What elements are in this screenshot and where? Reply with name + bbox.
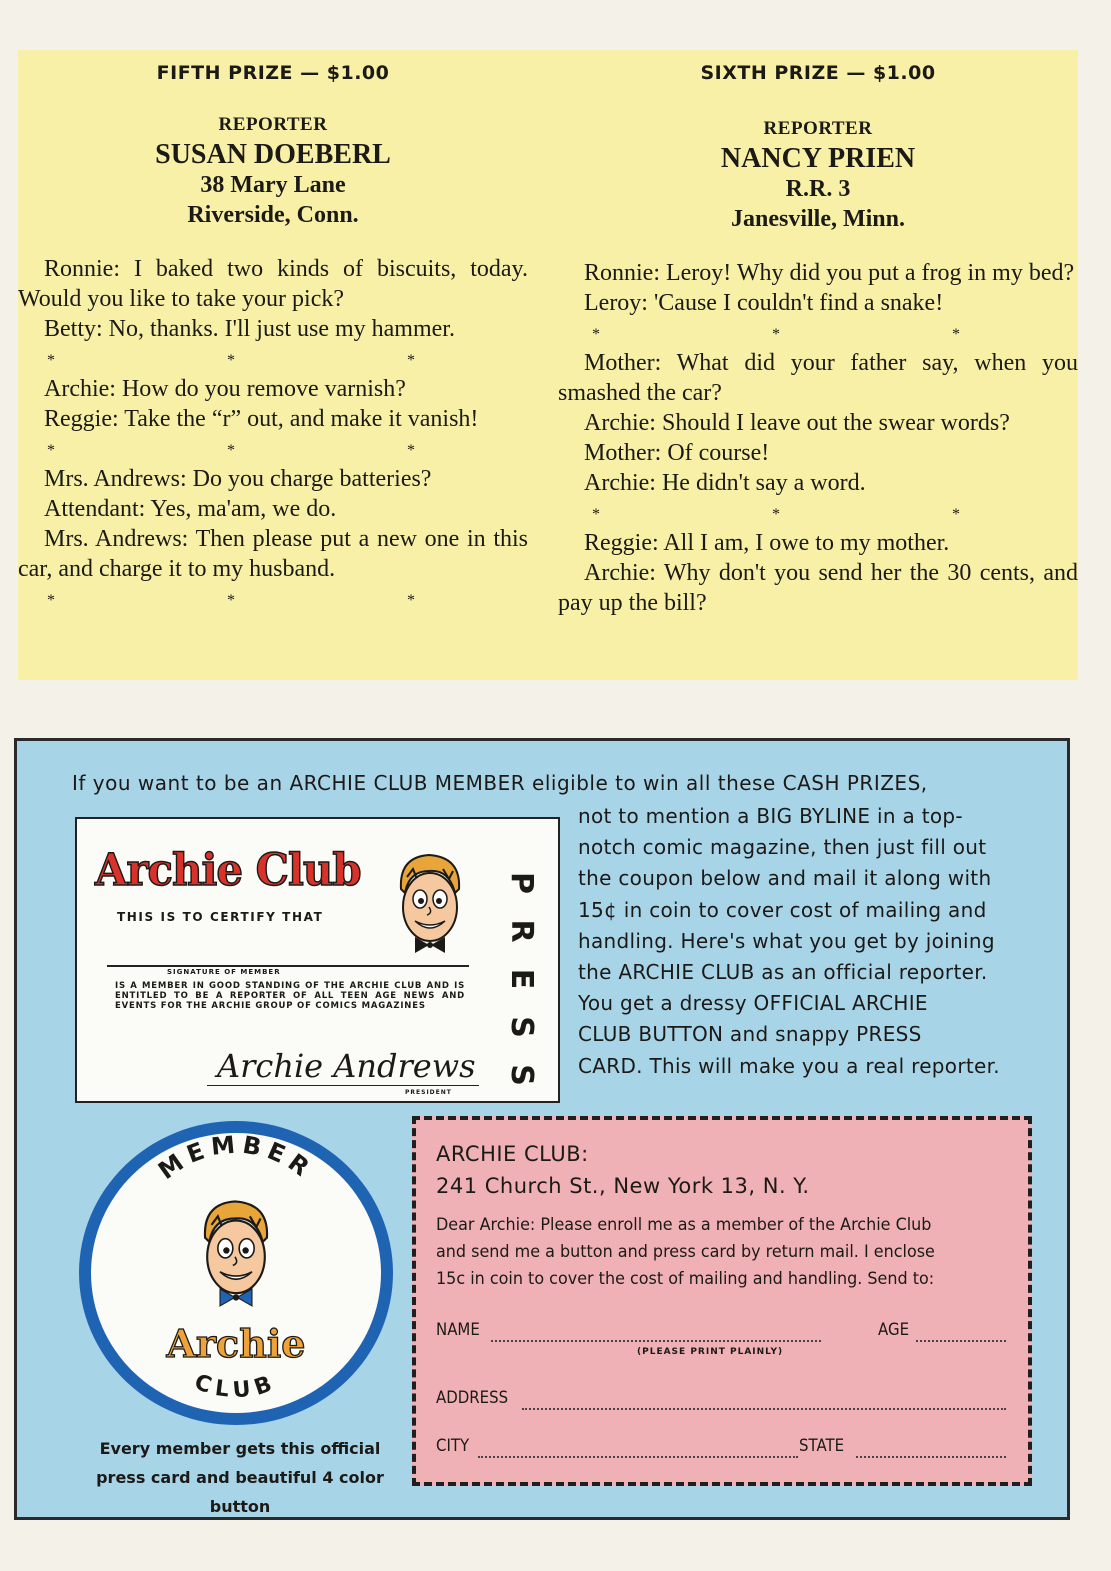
archie-club-ad <box>14 738 1070 1520</box>
member-button <box>79 1121 393 1425</box>
joke-line: Attendant: Yes, ma'am, we do. <box>44 496 337 522</box>
joke-separator: * * * <box>47 352 499 369</box>
enrollment-coupon[interactable] <box>412 1116 1032 1486</box>
reporter-name: NANCY PRIEN <box>720 143 916 174</box>
reporter-name: SUSAN DOEBERL <box>155 139 391 170</box>
club-intro-text <box>578 801 1028 1082</box>
archie-face-icon <box>389 849 471 969</box>
press-vertical-label <box>505 859 537 1099</box>
coupon-body-line: Dear Archie: Please enroll me as a member of the Archie Club <box>436 1215 932 1235</box>
club-intro-line: handling. Here's what you get by joining <box>578 928 995 953</box>
press-letter: S <box>504 1064 539 1086</box>
reporter-address-line-2: Janesville, Minn. <box>730 206 905 232</box>
jokes-panel <box>18 50 1078 680</box>
joke-line: Reggie: All I am, I owe to my mother. <box>584 530 950 556</box>
button-bottom-text: CLUB <box>191 1369 281 1404</box>
sixth-prize-jokes <box>558 258 1078 618</box>
fifth-prize-byline <box>18 110 528 230</box>
state-field-label: STATE <box>799 1436 845 1456</box>
sixth-prize-column <box>558 50 1078 618</box>
club-intro-line: not to mention a BIG BYLINE in a top- <box>578 804 963 828</box>
age-field-label: AGE <box>878 1320 910 1340</box>
press-letter: S <box>504 1016 539 1038</box>
archie-button-face-icon <box>191 1195 281 1323</box>
president-label: PRESIDENT <box>405 1089 452 1096</box>
signature-line <box>107 965 469 967</box>
coupon-address: 241 Church St., New York 13, N. Y. <box>436 1174 810 1198</box>
press-letter: R <box>504 919 539 943</box>
signature-label: SIGNATURE OF MEMBER <box>167 968 281 976</box>
joke-separator: * * * <box>592 326 1044 343</box>
fifth-prize-jokes <box>18 254 528 614</box>
club-intro-line: You get a dressy OFFICIAL ARCHIE <box>578 991 928 1016</box>
club-intro-headline: If you want to be an ARCHIE CLUB MEMBER eligible to win all these CASH PRIZES, <box>72 771 928 795</box>
svg-text:CLUB <box>191 1370 281 1404</box>
president-signature-line <box>207 1085 479 1086</box>
reporter-address-line-2: Riverside, Conn. <box>187 202 359 228</box>
club-intro-line: the ARCHIE CLUB as an official reporter. <box>578 960 988 985</box>
button-caption: Every member gets this official press card and beautiful 4 color button <box>96 1439 384 1516</box>
joke-line: Mrs. Andrews: Do you charge batteries? <box>44 466 432 492</box>
age-field[interactable] <box>916 1340 1006 1342</box>
joke-line: Reggie: Take the “r” out, and make it vanish! <box>44 406 479 432</box>
reporter-label: REPORTER <box>218 114 328 135</box>
reporter-address-line-1: 38 Mary Lane <box>200 172 346 198</box>
name-field-label: NAME <box>436 1320 480 1340</box>
coupon-body <box>436 1212 972 1293</box>
press-letter: E <box>504 968 539 990</box>
joke-line: Archie: Should I leave out the swear words? <box>584 410 1010 436</box>
joke-line: Mrs. Andrews: Then please put a new one in this car, and charge it to my husband. <box>18 526 528 582</box>
city-field-label: CITY <box>436 1436 470 1456</box>
print-plainly-note: (PLEASE PRINT PLAINLY) <box>637 1347 784 1357</box>
reporter-address-line-1: R.R. 3 <box>785 176 851 202</box>
fifth-prize-column <box>18 50 528 614</box>
coupon-body-line: 15c in coin to cover the cost of mailing and handling. Send to: <box>436 1269 935 1289</box>
sixth-prize-title: SIXTH PRIZE — $1.00 <box>700 62 936 84</box>
name-field[interactable] <box>491 1340 821 1342</box>
club-intro-line: 15¢ in coin to cover cost of mailing and <box>578 897 987 922</box>
press-card <box>75 817 560 1103</box>
card-fine-print: IS A MEMBER IN GOOD STANDING OF THE ARCHIE CLUB AND IS ENTITLED TO BE A REPORTER OF ALL TEEN AGE NEWS AND EVENTS FOR THE ARCHIE GROUP OF COMICS MAGAZINES <box>115 981 465 1011</box>
club-intro-line: CLUB BUTTON and snappy PRESS <box>578 1022 922 1047</box>
reporter-label: REPORTER <box>763 118 873 139</box>
joke-line: Ronnie: Leroy! Why did you put a frog in my bed? <box>584 260 1075 286</box>
club-intro-line: notch comic magazine, then just fill out <box>578 835 987 860</box>
joke-line: Archie: He didn't say a word. <box>584 470 866 496</box>
joke-separator: * * * <box>47 592 499 609</box>
svg-text:MEMBER <box>153 1133 319 1185</box>
club-intro-line: the coupon below and mail it along with <box>578 866 992 891</box>
joke-separator: * * * <box>592 506 1044 523</box>
joke-line: Betty: No, thanks. I'll just use my hammer. <box>44 316 455 342</box>
button-archie-logo: Archie <box>166 1321 306 1366</box>
club-intro-line: CARD. This will make you a real reporter. <box>578 1053 1000 1078</box>
address-field-label: ADDRESS <box>436 1388 509 1408</box>
button-top-text: MEMBER <box>153 1133 320 1186</box>
president-signature: Archie Andrews <box>217 1047 476 1085</box>
joke-line: Ronnie: I baked two kinds of biscuits, today. Would you like to take your pick? <box>18 256 528 312</box>
fifth-prize-title: FIFTH PRIZE — $1.00 <box>156 62 390 84</box>
coupon-title: ARCHIE CLUB: <box>436 1142 589 1166</box>
sixth-prize-byline <box>558 114 1078 234</box>
city-field[interactable] <box>478 1456 798 1458</box>
certify-text: THIS IS TO CERTIFY THAT <box>117 910 324 924</box>
joke-line: Archie: How do you remove varnish? <box>44 376 406 402</box>
joke-line: Mother: What did your father say, when you smashed the car? <box>558 350 1078 406</box>
address-field[interactable] <box>522 1408 1006 1410</box>
joke-separator: * * * <box>47 442 499 459</box>
coupon-body-line: and send me a button and press card by return mail. I enclose <box>436 1242 935 1262</box>
press-letter: P <box>504 872 539 894</box>
state-field[interactable] <box>856 1456 1006 1458</box>
joke-line: Archie: Why don't you send her the 30 cents, and pay up the bill? <box>558 560 1078 616</box>
archie-club-logo: Archie Club <box>95 845 361 896</box>
joke-line: Mother: Of course! <box>584 440 770 466</box>
joke-line: Leroy: 'Cause I couldn't find a snake! <box>584 290 944 316</box>
